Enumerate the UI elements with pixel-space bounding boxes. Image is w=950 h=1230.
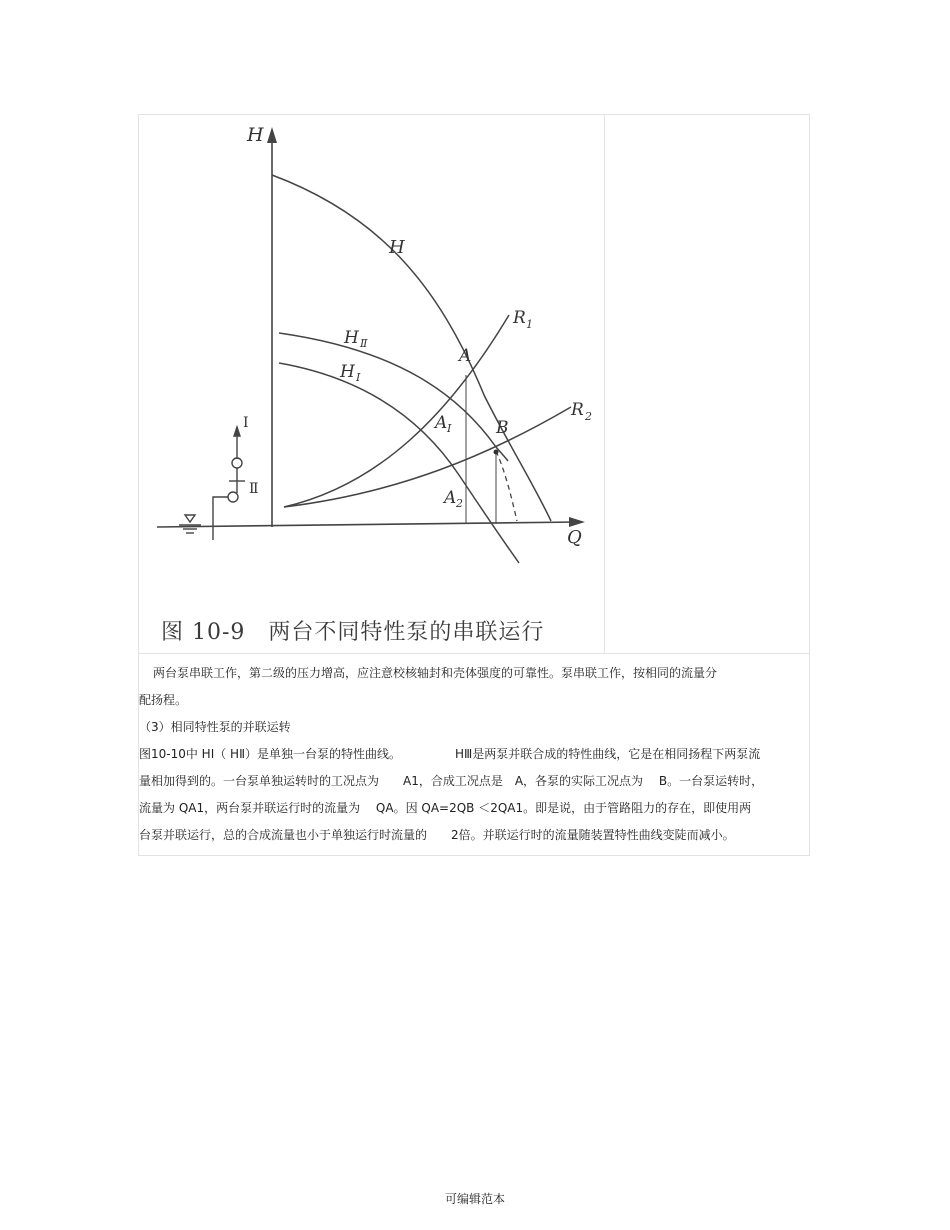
- content-table: [138, 114, 810, 856]
- curve-r2-sub: 2: [585, 410, 592, 423]
- curve-h1-sub: Ⅰ: [356, 371, 361, 384]
- curve-r1: [284, 315, 509, 507]
- curve-r1-sub: 1: [526, 318, 533, 331]
- page-footer: 可编辑范本: [444, 1192, 505, 1206]
- pump-ii-label: Ⅱ: [249, 481, 259, 497]
- pump-schematic-icon: [179, 427, 245, 540]
- curve-h1-label: H: [340, 362, 355, 382]
- curve-h2-dashed: [496, 451, 517, 521]
- para2-line3: 流量为 QA1，两台泵并联运行时的流量为 QA。因 QA=2QB ＜2QA1。即是说，由于管路阻力的存在，即使用两: [139, 801, 752, 815]
- para1-line1: 两台泵串联工作，第二级的压力增高，应注意校核轴封和壳体强度的可靠性。泵串联工作，按相同的流量分: [153, 666, 718, 680]
- para2-line1: 图10-10中 HⅠ（ HⅡ）是单独一台泵的特性曲线。 HⅢ是两泵并联合成的特性曲线，它是在相同扬程下两泵流: [139, 747, 761, 761]
- curve-h-label: H: [389, 237, 405, 258]
- axis-q-label: Q: [567, 527, 582, 548]
- h-axis-arrow: [267, 127, 277, 143]
- curve-h2-sub: Ⅱ: [360, 337, 368, 350]
- para2-line4: 台泵并联运行，总的合成流量也小于单独运行时流量的 2倍。并联运行时的流量随装置特性曲线变陡而减小。: [139, 828, 735, 842]
- point-a1-label: A: [435, 413, 448, 433]
- para2-line2: 量相加得到的。一台泵单独运转时的工况点为 A1，合成工况点是 A，各泵的实际工况点为 B。一台泵运转时，: [139, 774, 764, 788]
- figure-caption: 图 10-9 两台不同特性泵的串联运行: [161, 620, 545, 645]
- point-a1-sub: Ⅰ: [447, 422, 452, 435]
- curve-r1-label: R: [513, 308, 526, 328]
- curve-h2-label: H: [344, 328, 359, 348]
- empty-cell: [605, 115, 809, 653]
- curve-r2: [284, 407, 571, 507]
- section-heading: （3）相同特性泵的并联运转: [139, 720, 291, 734]
- q-axis: [157, 522, 579, 527]
- point-b: [494, 450, 499, 455]
- point-a2-sub: 2: [456, 497, 463, 510]
- axis-h-label: H: [247, 124, 264, 146]
- q-axis-arrow: [569, 517, 585, 527]
- point-a-label: A: [459, 346, 472, 366]
- point-a2-label: A: [444, 488, 457, 508]
- figure-cell: [139, 115, 605, 653]
- pump-i-label: Ⅰ: [243, 415, 249, 431]
- table-divider: [139, 653, 809, 654]
- pump-curve-figure: [139, 115, 605, 653]
- curve-r2-label: R: [571, 400, 584, 420]
- curve-h: [272, 175, 551, 521]
- para1-line2: 配扬程。: [139, 693, 188, 707]
- point-b-label: B: [496, 418, 509, 438]
- curve-h2: [279, 333, 508, 461]
